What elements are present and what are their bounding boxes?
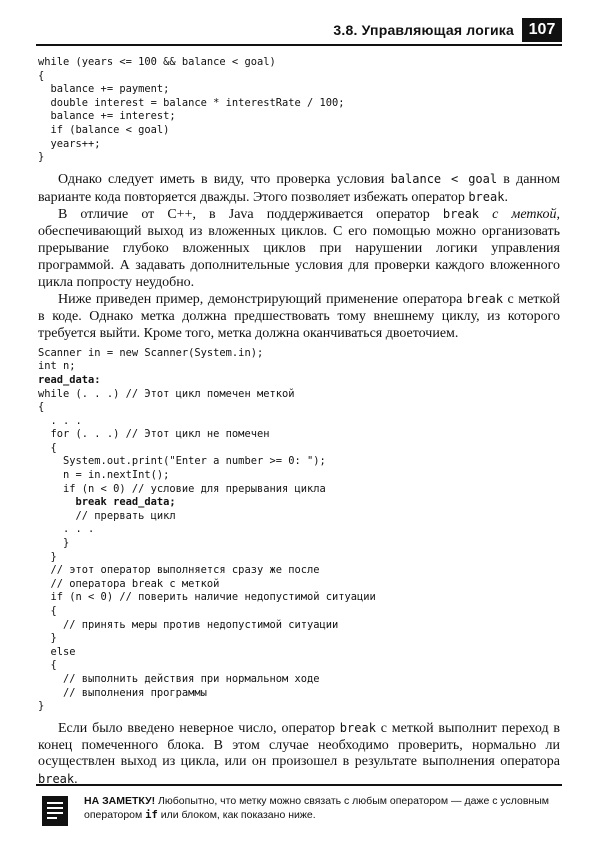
note-label: НА ЗАМЕТКУ!	[84, 795, 156, 807]
code-line: // этот оператор выполняется сразу же после	[38, 564, 320, 577]
inline-code: break	[442, 207, 480, 222]
code-line: // принять меры против недопустимой ситуации	[38, 618, 339, 631]
inline-code: break	[466, 292, 503, 307]
code-block-while-loop	[38, 56, 560, 165]
code-line: while (. . .) // Этот цикл помечен меткой	[38, 387, 295, 400]
code-line: }	[38, 550, 57, 563]
code-line: }	[38, 632, 57, 645]
code-line: {	[38, 441, 57, 454]
paragraph-labeled-break: В отличие от C++, в Java поддерживается оператор break с меткой, обеспечивающий выход из вложенных циклов. С его помощью можно организовать прерывание глубоко вложенных циклов при нарушении логики управления программой. А задавать дополнительные условия для проверки каждого вложенного цикла попросту неудобно.	[38, 207, 560, 290]
code-line: {	[38, 69, 45, 82]
page-header	[36, 20, 562, 46]
code-line: n = in.nextInt();	[38, 469, 170, 482]
code-line: years++;	[38, 137, 101, 150]
code-line: }	[38, 700, 45, 713]
code-line: else	[38, 645, 76, 658]
paragraph-example-intro: Ниже приведен пример, демонстрирующий применение оператора break с меткой в коде. Однако метка должна предшествовать тому внешнему циклу, из которого требуется выйти. Кроме того, метка должна оканчиваться двоеточием.	[38, 292, 560, 341]
inline-code: break	[339, 720, 376, 735]
code-line: . . .	[38, 414, 82, 427]
code-line: . . .	[38, 523, 95, 536]
inline-code: balance < goal	[390, 171, 498, 186]
paragraph-duplicate-check: Однако следует иметь в виду, что проверка условия balance < goal в данном варианте кода повторяется дважды. Этого позволяет избежать оператор break.	[38, 171, 560, 205]
code-line: balance += payment;	[38, 83, 170, 96]
code-line: int n;	[38, 360, 76, 373]
code-line: if (n < 0) // поверить наличие недопустимой ситуации	[38, 591, 376, 604]
code-line: double interest = balance * interestRate / 100;	[38, 96, 345, 109]
page-content	[38, 56, 560, 789]
code-line: Scanner in = new Scanner(System.in);	[38, 346, 264, 359]
note-text: НА ЗАМЕТКУ! Любопытно, что метку можно связать с любым оператором — даже с условным оператором if или блоком, как показано ниже.	[84, 795, 549, 821]
code-line: }	[38, 151, 45, 164]
emphasis-text: с меткой	[479, 207, 557, 223]
inline-code: if	[145, 809, 158, 821]
code-line-break-statement: break read_data;	[38, 496, 176, 509]
code-line: // оператора break с меткой	[38, 577, 220, 590]
code-block-labeled-break	[38, 347, 560, 714]
code-line: // выполнить действия при нормальном ходе	[38, 672, 320, 685]
note-box	[36, 784, 562, 822]
code-line: while (years <= 100 && balance < goal)	[38, 56, 276, 68]
inline-code: break	[468, 189, 505, 204]
code-line-label: read_data:	[38, 373, 101, 386]
inline-code: break	[38, 772, 75, 787]
page-number: 107	[522, 18, 562, 42]
code-line: balance += interest;	[38, 110, 176, 123]
code-line: System.out.print("Enter a number >= 0: ");	[38, 455, 326, 468]
code-line: {	[38, 659, 57, 672]
section-title: 3.8. Управляющая логика	[333, 22, 514, 38]
code-line: if (balance < goal)	[38, 123, 170, 136]
code-line: {	[38, 401, 45, 414]
code-line: for (. . .) // Этот цикл не помечен	[38, 428, 270, 441]
note-icon	[42, 796, 68, 826]
code-line: }	[38, 537, 70, 550]
code-line: {	[38, 605, 57, 617]
code-line: // прервать цикл	[38, 509, 176, 522]
code-line: if (n < 0) // условие для прерывания цикла	[38, 482, 326, 495]
paragraph-invalid-number: Если было введено неверное число, оператор break с меткой выполнит переход в конец помеченного блока. В этом случае необходимо проверить, нормально ли осуществлен выход из цикла, или он произошел в результате выполнения оператора break.	[38, 720, 561, 788]
code-line: // выполнения программы	[38, 686, 207, 699]
